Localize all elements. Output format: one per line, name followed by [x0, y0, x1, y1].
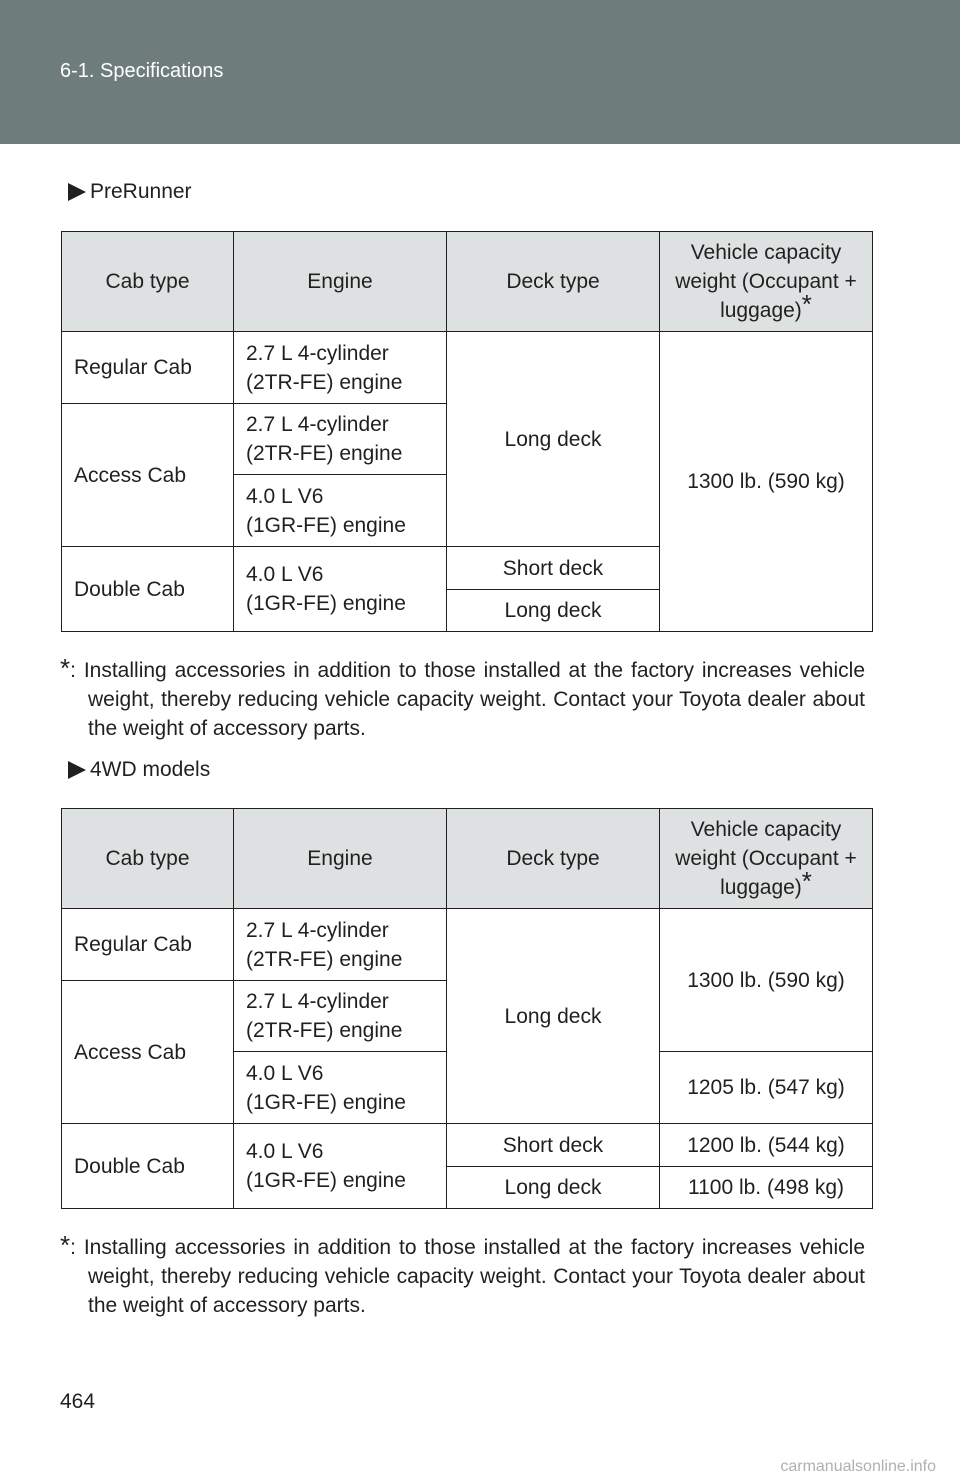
footnote-text: : Installing accessories in addition to those installed at the factory increases vehicle weight, thereby reducing vehicle capacity weight. Contact your Toyota dealer about the weight of accessory parts. — [70, 659, 865, 740]
prerunner-heading-text: PreRunner — [90, 180, 192, 203]
engine-line-2: (1GR-FE) engine — [246, 1169, 406, 1192]
capacity-weight-cell: 1300 lb. (590 kg) — [660, 332, 873, 632]
footnote-text: : Installing accessories in addition to those installed at the factory increases vehicle weight, thereby reducing vehicle capacity weight. Contact your Toyota dealer about the weight of accessory parts. — [70, 1236, 865, 1317]
cab-type-cell: Regular Cab — [62, 909, 234, 981]
asterisk-mark: * — [801, 289, 812, 319]
cab-type-cell: Regular Cab — [62, 332, 234, 404]
capacity-weight-cell: 1205 lb. (547 kg) — [660, 1052, 873, 1124]
4wd-table — [61, 808, 873, 1209]
capacity-weight-cell: 1100 lb. (498 kg) — [660, 1167, 873, 1209]
engine-line-2: (1GR-FE) engine — [246, 513, 406, 537]
capacity-weight-cell: 1200 lb. (544 kg) — [660, 1124, 873, 1167]
column-header-deck-type: Deck type — [447, 232, 660, 332]
engine-line-1: 2.7 L 4-cylinder — [246, 990, 389, 1013]
column-header-deck-type: Deck type — [447, 809, 660, 909]
column-header-cab-type: Cab type — [62, 809, 234, 909]
deck-type-cell: Short deck — [447, 1124, 660, 1167]
asterisk-mark: * — [60, 1230, 71, 1260]
prerunner-table — [61, 231, 873, 632]
4wd-heading — [68, 758, 210, 782]
engine-line-1: 2.7 L 4-cylinder — [246, 413, 389, 436]
footnote — [60, 653, 865, 743]
deck-type-cell: Long deck — [447, 1167, 660, 1209]
footnote — [60, 1230, 865, 1320]
page-number: 464 — [60, 1390, 96, 1413]
engine-line-2: (2TR-FE) engine — [246, 1019, 403, 1042]
cab-type-cell: Double Cab — [62, 547, 234, 632]
engine-line-1: 4.0 L V6 — [246, 563, 324, 586]
engine-line-2: (2TR-FE) engine — [246, 370, 403, 394]
cab-type-cell: Access Cab — [62, 981, 234, 1124]
table-row — [62, 332, 873, 404]
capacity-weight-cell: 1300 lb. (590 kg) — [660, 909, 873, 1052]
cab-type-cell: Access Cab — [62, 404, 234, 547]
asterisk-mark: * — [801, 866, 812, 896]
watermark: carmanualsonline.info — [780, 1458, 936, 1475]
column-header-engine: Engine — [234, 232, 447, 332]
table-row — [62, 909, 873, 981]
engine-line-1: 4.0 L V6 — [246, 1061, 324, 1085]
engine-cell — [234, 332, 447, 404]
prerunner-heading — [68, 180, 192, 204]
section-title: 6-1. Specifications — [60, 60, 224, 82]
asterisk-mark: * — [60, 653, 71, 683]
engine-line-2: (2TR-FE) engine — [246, 947, 403, 971]
4wd-heading-text: 4WD models — [90, 758, 211, 781]
engine-cell — [234, 909, 447, 981]
deck-type-cell: Long deck — [447, 909, 660, 1124]
engine-cell — [234, 475, 447, 547]
engine-cell — [234, 404, 447, 475]
triangle-bullet-icon — [68, 183, 86, 201]
engine-line-2: (1GR-FE) engine — [246, 1090, 406, 1114]
engine-line-2: (1GR-FE) engine — [246, 592, 406, 615]
column-header-capacity-weight — [660, 232, 873, 332]
column-header-engine: Engine — [234, 809, 447, 909]
engine-cell — [234, 1124, 447, 1209]
engine-cell — [234, 547, 447, 632]
engine-cell — [234, 1052, 447, 1124]
engine-line-2: (2TR-FE) engine — [246, 442, 403, 465]
column-header-capacity-text: Vehicle capacity weight (Occupant + luggage) — [675, 241, 857, 322]
table-header-row — [62, 809, 873, 909]
table-header-row — [62, 232, 873, 332]
engine-line-1: 4.0 L V6 — [246, 1140, 324, 1163]
engine-line-1: 4.0 L V6 — [246, 484, 324, 508]
column-header-capacity-weight — [660, 809, 873, 909]
deck-type-cell: Long deck — [447, 332, 660, 547]
triangle-bullet-icon — [68, 761, 86, 779]
column-header-cab-type: Cab type — [62, 232, 234, 332]
cab-type-cell: Double Cab — [62, 1124, 234, 1209]
engine-line-1: 2.7 L 4-cylinder — [246, 918, 389, 942]
engine-line-1: 2.7 L 4-cylinder — [246, 341, 389, 365]
column-header-capacity-text: Vehicle capacity weight (Occupant + luggage) — [675, 818, 857, 899]
deck-type-cell: Long deck — [447, 590, 660, 632]
engine-cell — [234, 981, 447, 1052]
table-row — [62, 1124, 873, 1167]
deck-type-cell: Short deck — [447, 547, 660, 590]
